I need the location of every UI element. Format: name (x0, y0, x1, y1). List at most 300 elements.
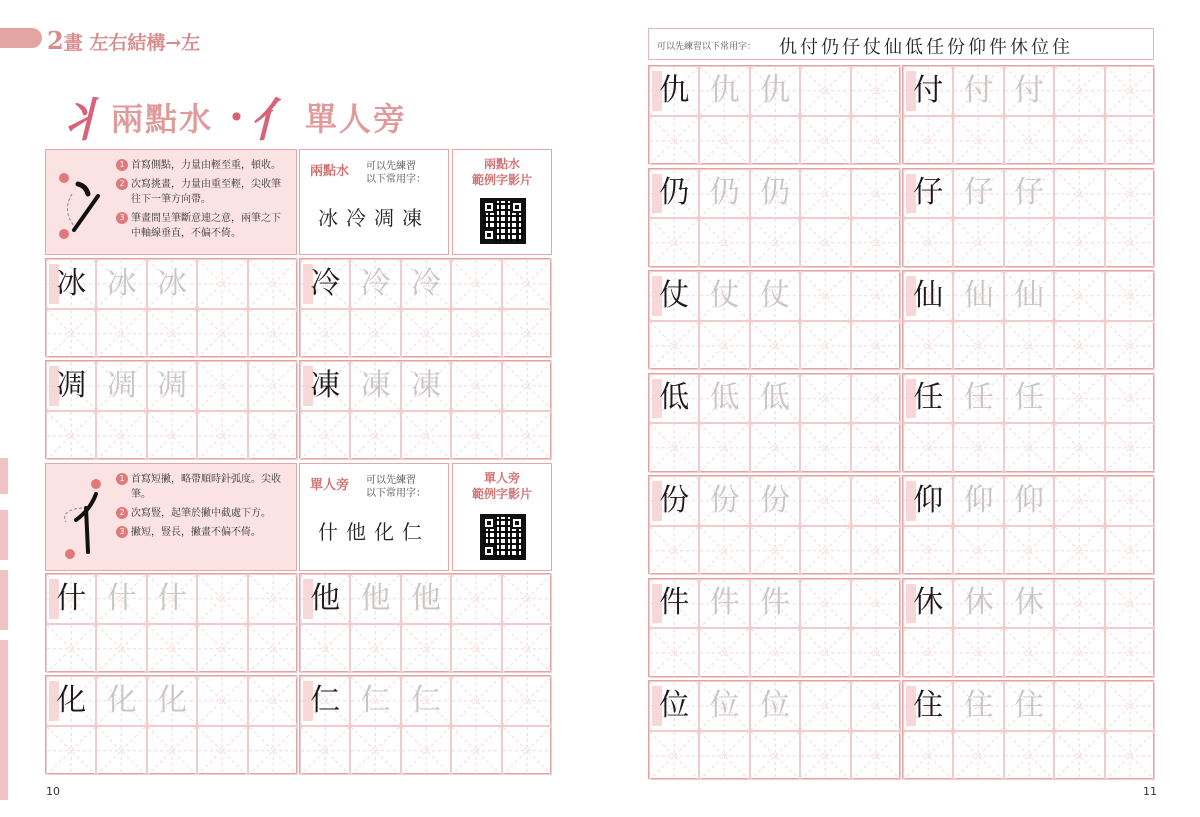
practice-cell[interactable] (1105, 681, 1155, 731)
trace-character: 位 (759, 687, 790, 723)
practice-cell[interactable] (851, 579, 901, 629)
practice-cell[interactable] (502, 624, 552, 674)
practice-cell[interactable] (699, 628, 749, 678)
practice-cell[interactable] (699, 731, 749, 781)
practice-cell[interactable] (699, 681, 749, 731)
practice-cell[interactable] (800, 66, 850, 116)
trace-character: 付 (1013, 72, 1044, 108)
practice-cell[interactable] (851, 526, 901, 576)
trace-character: 仗 (709, 277, 740, 313)
grid-guide-lines (954, 732, 1002, 780)
practice-cell[interactable] (401, 361, 451, 411)
trace-character: 份 (759, 482, 790, 518)
practice-cell[interactable] (699, 579, 749, 629)
practice-cell[interactable] (1054, 66, 1104, 116)
practice-cell[interactable] (699, 116, 749, 166)
model-character: 化 (56, 682, 87, 718)
practice-cell[interactable] (96, 624, 146, 674)
grid-guide-lines (1005, 424, 1053, 472)
practice-block (902, 168, 1154, 267)
practice-cell[interactable] (46, 411, 96, 461)
grid-guide-lines (1005, 629, 1053, 677)
practice-cell[interactable] (197, 259, 247, 309)
practice-cell[interactable] (953, 681, 1003, 731)
practice-cell[interactable] (649, 628, 699, 678)
practice-cell[interactable] (953, 116, 1003, 166)
practice-cell[interactable] (1054, 681, 1104, 731)
practice-hint: 可以先練習 以下常用字： (366, 475, 426, 499)
radical-title-2: 單人旁 (304, 100, 407, 138)
practice-cell[interactable] (750, 374, 800, 424)
practice-cell[interactable] (401, 574, 451, 624)
practice-cell[interactable] (1054, 271, 1104, 321)
practice-cell[interactable] (800, 681, 850, 731)
practice-cell[interactable] (800, 628, 850, 678)
practice-cell[interactable] (750, 526, 800, 576)
model-character: 付 (913, 72, 944, 108)
practice-block (45, 573, 297, 672)
practice-cell[interactable] (451, 676, 501, 726)
practice-cell[interactable] (502, 361, 552, 411)
practice-cell[interactable] (851, 169, 901, 219)
grid-guide-lines (650, 424, 698, 472)
practice-cell[interactable] (401, 259, 451, 309)
trace-character: 低 (759, 380, 790, 416)
practice-cell[interactable] (649, 218, 699, 268)
practice-cell[interactable] (1105, 731, 1155, 781)
practice-cell[interactable] (953, 579, 1003, 629)
model-character: 仁 (310, 682, 341, 718)
practice-cell[interactable] (147, 411, 197, 461)
practice-cell[interactable] (953, 169, 1003, 219)
practice-cell[interactable] (953, 66, 1003, 116)
grid-guide-lines (700, 219, 748, 267)
grid-guide-lines (97, 412, 145, 460)
practice-cell[interactable] (649, 579, 699, 629)
practice-cell[interactable] (1105, 423, 1155, 473)
grid-guide-lines (1005, 219, 1053, 267)
practice-cell[interactable] (903, 476, 953, 526)
grid-guide-lines (1055, 272, 1103, 320)
practice-cell[interactable] (903, 681, 953, 731)
practice-cell[interactable] (401, 309, 451, 359)
practice-cell[interactable] (953, 374, 1003, 424)
practice-cell[interactable] (451, 574, 501, 624)
practice-cell[interactable] (800, 218, 850, 268)
practice-cell[interactable] (1054, 218, 1104, 268)
practice-cell[interactable] (800, 116, 850, 166)
practice-cell[interactable] (1054, 526, 1104, 576)
practice-cell[interactable] (953, 423, 1003, 473)
practice-cell[interactable] (851, 116, 901, 166)
practice-cell[interactable] (1054, 579, 1104, 629)
practice-cell[interactable] (800, 423, 850, 473)
practice-cell[interactable] (1105, 66, 1155, 116)
practice-cell[interactable] (147, 726, 197, 776)
grid-guide-lines (1106, 477, 1154, 525)
qr-code-icon[interactable] (480, 198, 526, 244)
grid-guide-lines (650, 219, 698, 267)
practice-cell[interactable] (1105, 628, 1155, 678)
practice-cell[interactable] (953, 731, 1003, 781)
side-strip (0, 458, 8, 494)
practice-cell[interactable] (1054, 476, 1104, 526)
practice-cell[interactable] (750, 169, 800, 219)
grid-guide-lines (700, 527, 748, 575)
practice-cell[interactable] (1004, 321, 1054, 371)
practice-cell[interactable] (197, 726, 247, 776)
practice-cell[interactable] (750, 116, 800, 166)
practice-cell[interactable] (699, 423, 749, 473)
practice-cell[interactable] (800, 374, 850, 424)
practice-cell[interactable] (1105, 218, 1155, 268)
practice-cell[interactable] (1105, 169, 1155, 219)
grid-guide-lines (650, 732, 698, 780)
grid-guide-lines (954, 629, 1002, 677)
practice-cell[interactable] (451, 624, 501, 674)
grid-guide-lines (852, 170, 900, 218)
practice-cell[interactable] (800, 271, 850, 321)
practice-cell[interactable] (699, 271, 749, 321)
practice-cell[interactable] (1105, 271, 1155, 321)
practice-cell[interactable] (903, 116, 953, 166)
practice-cell[interactable] (46, 361, 96, 411)
practice-cell[interactable] (1004, 579, 1054, 629)
practice-cell[interactable] (147, 259, 197, 309)
practice-cell[interactable] (96, 361, 146, 411)
step-item: 2 次寫挑畫，力量由重至輕，尖收筆往下一筆方向帶。 (116, 177, 290, 207)
practice-cell[interactable] (401, 726, 451, 776)
practice-cell[interactable] (903, 321, 953, 371)
practice-cell[interactable] (248, 259, 298, 309)
practice-cell[interactable] (953, 476, 1003, 526)
practice-cell[interactable] (350, 411, 400, 461)
practice-cell[interactable] (649, 526, 699, 576)
practice-cell[interactable] (851, 423, 901, 473)
practice-cell[interactable] (800, 731, 850, 781)
grid-guide-lines (852, 219, 900, 267)
practice-cell[interactable] (903, 169, 953, 219)
practice-cell[interactable] (699, 66, 749, 116)
video-panel (452, 463, 552, 571)
practice-cell[interactable] (147, 574, 197, 624)
practice-cell[interactable] (1105, 476, 1155, 526)
practice-cell[interactable] (750, 271, 800, 321)
grid-guide-lines (904, 117, 952, 165)
practice-cell[interactable] (197, 411, 247, 461)
model-character: 仇 (659, 72, 690, 108)
practice-cell[interactable] (300, 574, 350, 624)
practice-cell[interactable] (903, 218, 953, 268)
practice-cell[interactable] (451, 726, 501, 776)
practice-cell[interactable] (750, 628, 800, 678)
practice-cell[interactable] (451, 309, 501, 359)
practice-cell[interactable] (903, 374, 953, 424)
practice-cell[interactable] (147, 624, 197, 674)
grid-guide-lines (198, 677, 246, 725)
practice-cell[interactable] (502, 309, 552, 359)
grid-guide-lines (1055, 477, 1103, 525)
common-chars-strip (648, 28, 1154, 60)
practice-cell[interactable] (649, 423, 699, 473)
practice-cell[interactable] (197, 574, 247, 624)
practice-cell[interactable] (46, 259, 96, 309)
practice-block (902, 270, 1154, 369)
practice-cell[interactable] (197, 676, 247, 726)
practice-cell[interactable] (953, 526, 1003, 576)
practice-cell[interactable] (502, 411, 552, 461)
practice-cell[interactable] (1054, 423, 1104, 473)
practice-cell[interactable] (350, 361, 400, 411)
practice-block (45, 675, 297, 774)
practice-cell[interactable] (851, 321, 901, 371)
grid-guide-lines (801, 67, 849, 115)
practice-cell[interactable] (248, 361, 298, 411)
practice-cell[interactable] (46, 726, 96, 776)
practice-cell[interactable] (197, 624, 247, 674)
grid-guide-lines (1106, 67, 1154, 115)
practice-cell[interactable] (197, 361, 247, 411)
practice-cell[interactable] (800, 579, 850, 629)
grid-guide-lines (1005, 117, 1053, 165)
practice-cell[interactable] (851, 218, 901, 268)
practice-cell[interactable] (1054, 731, 1104, 781)
practice-cell[interactable] (903, 731, 953, 781)
practice-cell[interactable] (46, 309, 96, 359)
practice-cell[interactable] (851, 628, 901, 678)
practice-cell[interactable] (248, 309, 298, 359)
practice-cell[interactable] (649, 271, 699, 321)
practice-cell[interactable] (750, 579, 800, 629)
practice-cell[interactable] (649, 169, 699, 219)
model-character: 住 (913, 687, 944, 723)
qr-code-icon[interactable] (480, 514, 526, 560)
practice-cell[interactable] (953, 321, 1003, 371)
practice-cell[interactable] (953, 218, 1003, 268)
practice-cell[interactable] (1004, 628, 1054, 678)
practice-cell[interactable] (451, 259, 501, 309)
grid-guide-lines (1005, 322, 1053, 370)
chapter-label: 畫 左右結構→左 (63, 32, 201, 54)
practice-cell[interactable] (350, 309, 400, 359)
practice-cell[interactable] (649, 731, 699, 781)
practice-cell[interactable] (851, 731, 901, 781)
practice-cell[interactable] (451, 411, 501, 461)
practice-cell[interactable] (300, 676, 350, 726)
trace-character: 付 (963, 72, 994, 108)
practice-cell[interactable] (903, 423, 953, 473)
practice-cell[interactable] (800, 476, 850, 526)
practice-cell[interactable] (1004, 169, 1054, 219)
practice-block (902, 475, 1154, 574)
grid-guide-lines (503, 412, 551, 460)
practice-cell[interactable] (649, 374, 699, 424)
model-character: 仰 (913, 482, 944, 518)
practice-cell[interactable] (96, 726, 146, 776)
practice-cell[interactable] (1004, 218, 1054, 268)
model-character: 凍 (310, 367, 341, 403)
practice-cell[interactable] (1054, 321, 1104, 371)
practice-cell[interactable] (1004, 271, 1054, 321)
practice-cell[interactable] (197, 309, 247, 359)
practice-cell[interactable] (300, 624, 350, 674)
practice-cell[interactable] (800, 321, 850, 371)
practice-cell[interactable] (248, 624, 298, 674)
practice-cell[interactable] (903, 66, 953, 116)
practice-cell[interactable] (401, 411, 451, 461)
grid-guide-lines (452, 625, 500, 673)
practice-cell[interactable] (96, 676, 146, 726)
practice-cell[interactable] (300, 361, 350, 411)
practice-cell[interactable] (248, 726, 298, 776)
practice-cell[interactable] (1004, 476, 1054, 526)
practice-cell[interactable] (401, 624, 451, 674)
radical-example-chars: 什他化仁 (318, 520, 430, 544)
model-character: 休 (913, 585, 944, 621)
trace-character: 仁 (410, 682, 441, 718)
practice-cell[interactable] (851, 374, 901, 424)
grid-guide-lines (351, 412, 399, 460)
practice-cell[interactable] (953, 628, 1003, 678)
practice-cell[interactable] (750, 476, 800, 526)
practice-cell[interactable] (350, 259, 400, 309)
practice-cell[interactable] (1054, 374, 1104, 424)
practice-cell[interactable] (502, 676, 552, 726)
practice-cell[interactable] (851, 681, 901, 731)
practice-cell[interactable] (1105, 579, 1155, 629)
grid-guide-lines (852, 117, 900, 165)
practice-cell[interactable] (903, 271, 953, 321)
practice-cell[interactable] (46, 574, 96, 624)
practice-cell[interactable] (1004, 681, 1054, 731)
practice-cell[interactable] (502, 726, 552, 776)
grid-guide-lines (148, 310, 196, 358)
grid-guide-lines (801, 580, 849, 628)
grid-guide-lines (801, 170, 849, 218)
trace-character: 件 (709, 585, 740, 621)
practice-cell[interactable] (649, 476, 699, 526)
practice-cell[interactable] (350, 624, 400, 674)
grid-guide-lines (852, 527, 900, 575)
grid-guide-lines (751, 117, 799, 165)
practice-cell[interactable] (1004, 423, 1054, 473)
practice-cell[interactable] (1105, 116, 1155, 166)
practice-cell[interactable] (903, 628, 953, 678)
practice-cell[interactable] (750, 681, 800, 731)
practice-cell[interactable] (46, 676, 96, 726)
practice-cell[interactable] (1004, 526, 1054, 576)
practice-cell[interactable] (502, 574, 552, 624)
practice-cell[interactable] (649, 681, 699, 731)
practice-cell[interactable] (1004, 374, 1054, 424)
grid-guide-lines (1106, 170, 1154, 218)
practice-cell[interactable] (1054, 116, 1104, 166)
practice-cell[interactable] (903, 579, 953, 629)
practice-cell[interactable] (800, 526, 850, 576)
practice-cell[interactable] (96, 309, 146, 359)
practice-cell[interactable] (147, 309, 197, 359)
practice-cell[interactable] (903, 526, 953, 576)
grid-guide-lines (751, 424, 799, 472)
model-character: 仙 (913, 277, 944, 313)
practice-cell[interactable] (851, 271, 901, 321)
practice-cell[interactable] (750, 731, 800, 781)
practice-block (902, 578, 1154, 677)
practice-cell[interactable] (953, 271, 1003, 321)
practice-cell[interactable] (350, 574, 400, 624)
practice-cell[interactable] (750, 218, 800, 268)
practice-cell[interactable] (248, 574, 298, 624)
practice-cell[interactable] (300, 309, 350, 359)
practice-cell[interactable] (96, 574, 146, 624)
practice-cell[interactable] (699, 526, 749, 576)
practice-cell[interactable] (1105, 526, 1155, 576)
practice-cell[interactable] (451, 361, 501, 411)
practice-cell[interactable] (300, 411, 350, 461)
practice-cell[interactable] (649, 116, 699, 166)
practice-cell[interactable] (350, 676, 400, 726)
practice-cell[interactable] (147, 361, 197, 411)
practice-cell[interactable] (750, 423, 800, 473)
practice-cell[interactable] (699, 476, 749, 526)
practice-cell[interactable] (1054, 628, 1104, 678)
practice-cell[interactable] (699, 321, 749, 371)
grid-guide-lines (954, 322, 1002, 370)
practice-cell[interactable] (800, 169, 850, 219)
practice-cell[interactable] (248, 411, 298, 461)
practice-cell[interactable] (649, 66, 699, 116)
practice-cell[interactable] (300, 259, 350, 309)
grid-guide-lines (249, 362, 297, 410)
practice-cell[interactable] (1054, 169, 1104, 219)
practice-block (648, 168, 900, 267)
practice-cell[interactable] (96, 259, 146, 309)
practice-cell[interactable] (1004, 66, 1054, 116)
stroke-instruction-panel (45, 463, 297, 571)
grid-guide-lines (47, 310, 95, 358)
practice-cell[interactable] (699, 218, 749, 268)
practice-cell[interactable] (1105, 321, 1155, 371)
practice-cell[interactable] (699, 169, 749, 219)
practice-cell[interactable] (750, 321, 800, 371)
practice-cell[interactable] (851, 66, 901, 116)
grid-guide-lines (1106, 527, 1154, 575)
practice-cell[interactable] (401, 676, 451, 726)
practice-cell[interactable] (147, 676, 197, 726)
grid-guide-lines (852, 375, 900, 423)
practice-cell[interactable] (350, 726, 400, 776)
practice-cell[interactable] (96, 411, 146, 461)
practice-cell[interactable] (300, 726, 350, 776)
grid-guide-lines (452, 575, 500, 623)
practice-cell[interactable] (750, 66, 800, 116)
practice-cell[interactable] (46, 624, 96, 674)
practice-cell[interactable] (1105, 374, 1155, 424)
grid-guide-lines (1055, 375, 1103, 423)
grid-guide-lines (852, 424, 900, 472)
practice-cell[interactable] (1004, 116, 1054, 166)
practice-cell[interactable] (502, 259, 552, 309)
trace-character: 住 (1013, 687, 1044, 723)
practice-cell[interactable] (649, 321, 699, 371)
trace-character: 任 (1013, 380, 1044, 416)
practice-cell[interactable] (248, 676, 298, 726)
practice-cell[interactable] (1004, 731, 1054, 781)
grid-guide-lines (1055, 580, 1103, 628)
practice-cell[interactable] (699, 374, 749, 424)
practice-cell[interactable] (851, 476, 901, 526)
grid-guide-lines (1106, 272, 1154, 320)
